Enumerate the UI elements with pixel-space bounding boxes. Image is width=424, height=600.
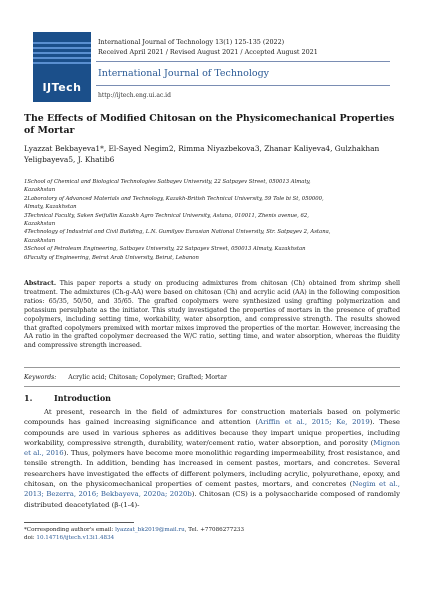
body-text-run: ). These compounds are used in various spheres as additives because they impart unique properties, including workability, compressive strength, durability, water/cement ratio, water absorption, and porosity (: [24, 418, 400, 447]
citation-link[interactable]: Mignon et al., 2016: [24, 438, 400, 458]
section-heading: [24, 393, 111, 403]
submission-dates: Received April 2021 / Revised August 2021 / Accepted August 2021: [98, 48, 318, 56]
introduction-body: [24, 407, 400, 510]
keywords-rule-bottom: [24, 386, 400, 387]
footnote-tel: , Tel. +77086277233: [184, 527, 245, 533]
journal-logo: [33, 32, 91, 102]
footnote-label: *Corresponding author's email:: [24, 527, 116, 533]
paper-title: The Effects of Modified Chitosan on the Physicomechanical Properties of Mortar: [24, 113, 395, 136]
abstract: [24, 280, 400, 351]
section-number: 1.: [24, 393, 33, 403]
author-email-link[interactable]: lyazzat_bk2019@mail.ru: [115, 527, 185, 533]
author-list: Lyazzat Bekbayeva1*, El-Sayed Negim2, Rimma Niyazbekova3, Zhanar Kaliyeva4, Gulzhakhan Yeligbayeva5, J. Khatib6: [24, 144, 380, 164]
journal-citation: International Journal of Technology 13(1) 125-135 (2022): [98, 38, 285, 46]
header-rule-top: [96, 61, 390, 62]
header-rule-bottom: [96, 85, 390, 86]
abstract-label: Abstract.: [24, 280, 57, 287]
affiliation-line: Almaty, Kazakhstan: [24, 204, 77, 211]
citation-link[interactable]: Negim et al., 2013; Bezerra, 2016; Bekbayeva, 2020a; 2020b: [24, 480, 400, 499]
affiliation-line: 3Technical Faculty, Saken Seifullin Kazakh Agro Technical University, Astana, 010011, Zhenis avenue, 62,: [24, 212, 309, 219]
paragraph: [24, 407, 400, 510]
affiliation-line: Kazakhstan: [24, 237, 56, 244]
keywords-line: [24, 374, 400, 381]
doi-link[interactable]: 10.14716/ijtech.v13i1.4834: [36, 535, 115, 541]
affiliation-line: 1School of Chemical and Biological Technologies Satbayev University, 22 Satpayev Street, 050013 Almaty,: [24, 179, 311, 185]
journal-url[interactable]: http://ijtech.eng.ui.ac.id: [98, 92, 171, 99]
section-title: Introduction: [54, 393, 111, 403]
journal-name: International Journal of Technology: [98, 68, 270, 79]
body-text-run: ). Chitosan (CS) is a polysaccharide composed of randomly distributed deacetylated (β-(1-4)-: [24, 490, 400, 509]
logo-text: IJTech: [42, 81, 82, 94]
affiliation-line: Kazakhstan: [24, 221, 56, 228]
keywords-rule-top: [24, 367, 400, 368]
affiliation-line: 5School of Petroleum Engineering, Satbayev University, 22 Satpayev Street, 050013 Almaty, Kazakhstan: [24, 246, 306, 253]
affiliation-line: 2Laboratory of Advanced Materials and Technology, Kazakh-British Technical University, 59 Tole bi St, 050000,: [24, 195, 324, 202]
footnote: [24, 526, 244, 542]
affiliation-list: [24, 178, 402, 262]
footnote-rule: [24, 522, 134, 523]
keywords-text: Acrylic acid; Chitosan; Copolymer; Grafted; Mortar: [68, 374, 227, 381]
affiliation-line: 4Technology of Industrial and Civil Building, L.N. Gumilyov Eurasian National University, Str. Satpayev 2, Astana,: [24, 229, 331, 236]
citation-link[interactable]: Ariffin et al., 2015; Ke, 2019: [258, 418, 370, 427]
doi-label: doi:: [24, 535, 37, 541]
affiliation-line: Kazakhstan: [24, 187, 56, 194]
affiliation-line: 6Faculty of Engineering, Beirut Arab University, Beirut, Lebanon: [24, 254, 199, 261]
abstract-text: This paper reports a study on producing admixtures from chitosan (Ch) obtained from shrimp shell treatment. The admixtures (Ch-g-AA) were based on chitosan (Ch) and acrylic acid (AA) in the following composition ratios: 65/35, 50/50, and 35/65. The grafted copolymers were synthesized using grafting polymerization and potassium persulphate as the initiator. This study investigated the properties of mortars in the presence of grafted copolymers, including setting time, workability, water absorption, and compressive strength. The results showed that grafted copolymers premixed with mortar mixes improved the properties of the mortar. However, increasing the AA ratio in the grafted copolymer decreased the W/C ratio, setting time, and water absorption, whereas the fluidity and compressive strength increased.: [24, 280, 400, 350]
body-text-run: ). Thus, polymers have become more monolithic regarding impermeability, frost resistance, and tensile strength. In addition, bending has increased in cement pastes, mortars, and concretes. Several researchers have investigated the effects of different polymers, including acrylic, polyurethane, epoxy, and chitosan, on the physicomechanical properties of cement pastes, mortars, and concretes (: [24, 449, 400, 489]
keywords-label: Keywords:: [24, 374, 57, 381]
body-text-run: At present, research in the field of admixtures for construction materials based on polymeric compounds has gained increasing significance and attention (: [24, 408, 400, 427]
